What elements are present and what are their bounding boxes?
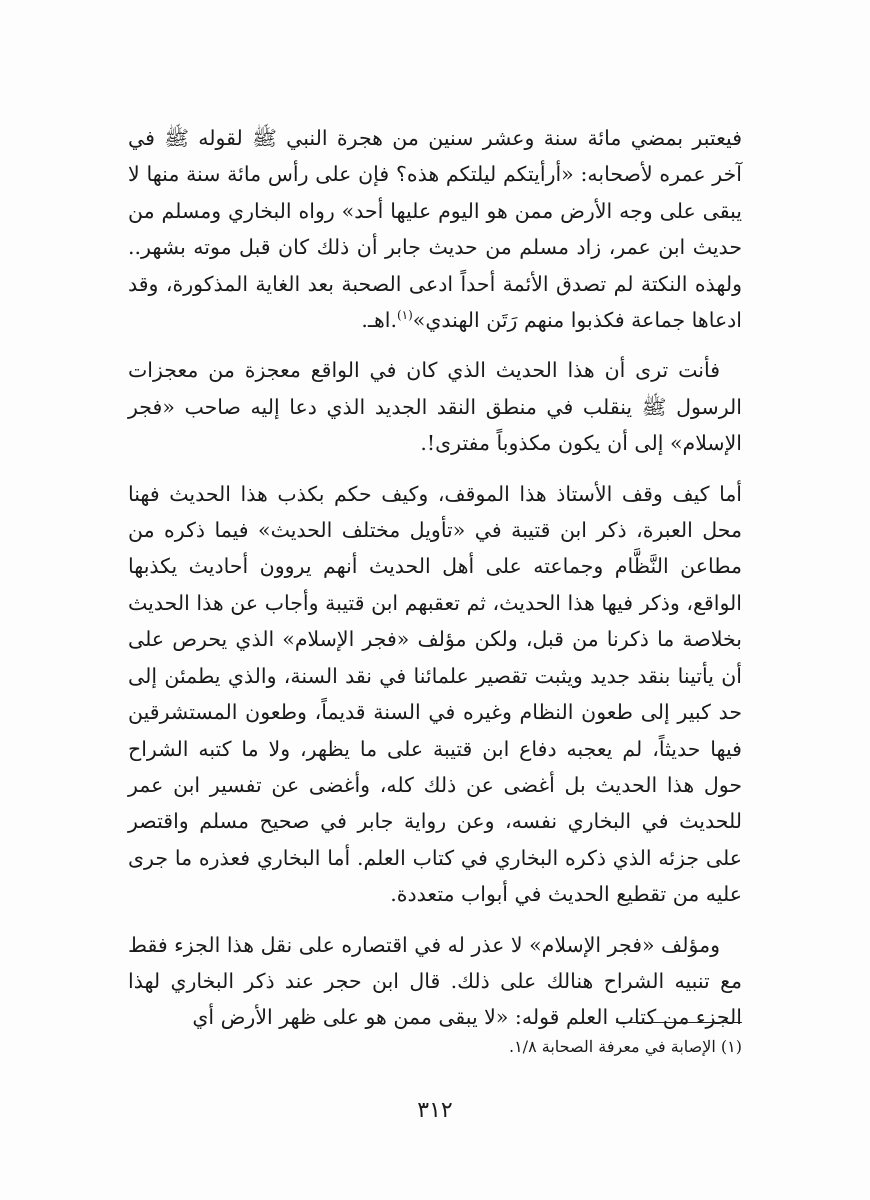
page-number: ٣١٢	[417, 1098, 453, 1123]
paragraph-1	[128, 120, 742, 338]
paragraph-1-text: فيعتبر بمضي مائة سنة وعشر سنين من هجرة النبي ﷺ لقوله ﷺ في آخر عمره لأصحابه: «أرأيتكم ليلتكم هذه؟ فإن على رأس مائة سنة منها لا يبقى على وجه الأرض ممن هو اليوم عليها أحد» رواه البخاري ومسلم من حديث ابن عمر، زاد مسلم من حديث جابر أن ذلك كان قبل موته بشهر.. ولهذه النكتة لم تصدق الأئمة أحداً ادعى الصحبة بعد الغاية المذكورة، وقد ادعاها جماعة فكذبوا منهم رَتَن الهندي»	[128, 126, 742, 333]
footnote-separator	[616, 1022, 742, 1023]
paragraph-1-ending: .اهـ.	[361, 308, 397, 333]
footnote: (١) الإصابة في معرفة الصحابة ١/٨.	[508, 1037, 742, 1056]
main-text	[128, 120, 742, 1036]
paragraph-2: فأنت ترى أن هذا الحديث الذي كان في الواقع معجزة من معجزات الرسول ﷺ ينقلب في منطق النقد الجديد الذي دعا إليه صاحب «فجر الإسلام» إلى أن يكون مكذوباً مفترى!.	[128, 358, 742, 456]
footnote-reference: (١)	[396, 308, 413, 323]
paragraph-3: أما كيف وقف الأستاذ هذا الموقف، وكيف حكم بكذب هذا الحديث فهنا محل العبرة، ذكر ابن قتيبة في «تأويل مختلف الحديث» فيما ذكره من مطاعن النَّظَّام وجماعته على أهل الحديث أنهم يروون أحاديث يكذبها الواقع، وذكر فيها هذا الحديث، ثم تعقبهم ابن قتيبة وأجاب عن هذا الحديث بخلاصة ما ذكرنا من قبل، ولكن مؤلف «فجر الإسلام» الذي يحرص على أن يأتينا بنقد جديد ويثبت تقصير علمائنا في نقد السنة، والذي يطمئن إلى حد كبير إلى طعون النظام وغيره في السنة قديماً، وطعون المستشرقين فيها حديثاً، لم يعجبه دفاع ابن قتيبة على ما يظهر، ولا ما كتبه الشراح حول هذا الحديث بل أغضى عن ذلك كله، وأغضى عن تفسير ابن عمر للحديث في البخاري نفسه، وعن رواية جابر في صحيح مسلم واقتصر على جزئه الذي ذكره البخاري في كتاب العلم. أما البخاري فعذره ما جرى عليه من تقطيع الحديث في أبواب متعددة.	[128, 481, 742, 907]
paragraph-4: ومؤلف «فجر الإسلام» لا عذر له في اقتصاره على نقل هذا الجزء فقط مع تنبيه الشراح هنالك على ذلك. قال ابن حجر عند ذكر البخاري لهذا الجزء من كتاب العلم قوله: «لا يبقى ممن هو على ظهر الأرض أي	[128, 932, 742, 1030]
